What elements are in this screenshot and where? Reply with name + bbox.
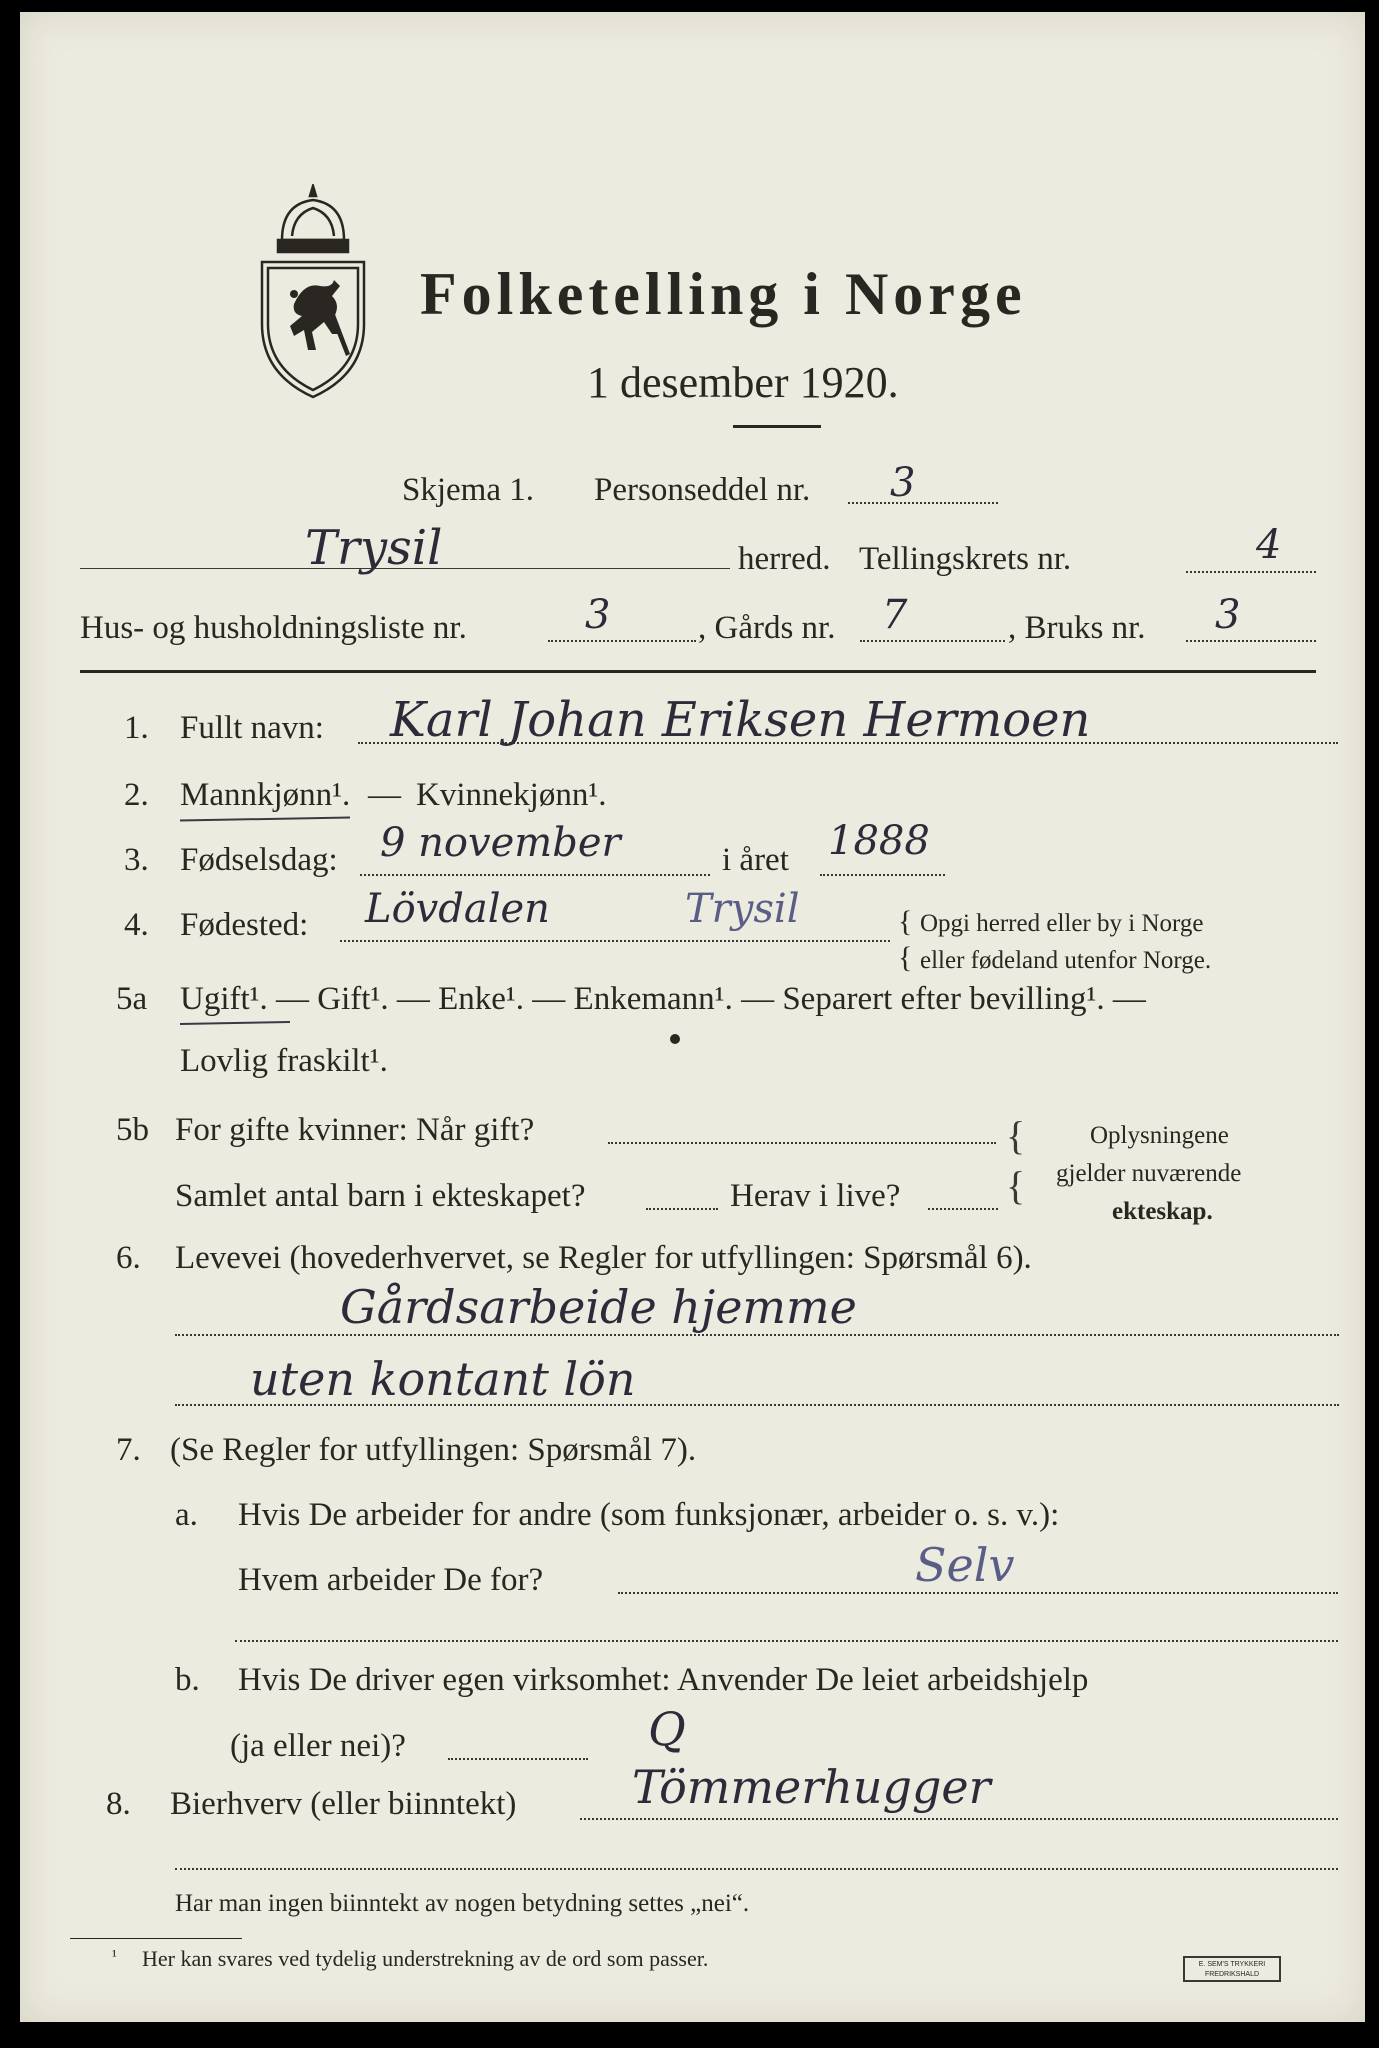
- footnote-text: Her kan svares ved tydelig understrekning av de ord som passer.: [142, 1946, 709, 1971]
- q5b-note-line3: ekteskap.: [1112, 1198, 1213, 1225]
- q5b-children-line: [646, 1208, 718, 1210]
- q6-number: 6.: [116, 1240, 141, 1276]
- footnote-mark: ¹: [112, 1948, 117, 1965]
- q5b-line2b: Herav i live?: [730, 1178, 901, 1214]
- tellingskrets-value[interactable]: 4: [1256, 522, 1282, 568]
- occupation-value-line1[interactable]: Gårdsarbeide hjemme: [340, 1280, 857, 1334]
- stamp-line1: E. SEM'S TRYKKERI: [1198, 1961, 1266, 1968]
- printer-stamp: [1183, 1956, 1281, 1982]
- q5a-number: 5a: [116, 981, 148, 1017]
- q8-number: 8.: [106, 1786, 131, 1822]
- birthplace-value[interactable]: Lövdalen: [365, 886, 550, 932]
- q5b-line2a: Samlet antal barn i ekteskapet?: [175, 1178, 586, 1214]
- stamp-line2: FREDRIKSHALD: [1204, 1971, 1260, 1978]
- ink-dot: [670, 1034, 680, 1044]
- q5b-note-line2: gjelder nuværende: [1056, 1160, 1242, 1187]
- personseddel-label: Personseddel nr.: [594, 472, 811, 508]
- side-income-value[interactable]: Tömmerhugger: [632, 1760, 991, 1814]
- q4-brace-lower: {: [898, 941, 913, 974]
- q3-label: Fødselsdag:: [180, 842, 338, 878]
- q4-number: 4.: [124, 907, 149, 943]
- gards-line: [860, 640, 1005, 642]
- q1-number: 1.: [124, 710, 149, 746]
- q2-number: 2.: [124, 777, 149, 813]
- q3-year-label: i året: [722, 842, 789, 878]
- q7-label: (Se Regler for utfyllingen: Spørsmål 7).: [170, 1432, 697, 1468]
- q6-line2: [175, 1404, 1339, 1406]
- q5b-brace-top: {: [1006, 1113, 1026, 1158]
- q7a-extra-line: [235, 1640, 1338, 1642]
- gender-female-option[interactable]: Kvinnekjønn¹.: [416, 777, 607, 813]
- bruks-label: , Bruks nr.: [1008, 610, 1146, 646]
- herred-label: herred.: [738, 541, 831, 577]
- form-date: 1 desember 1920.: [587, 358, 899, 407]
- q7a-line1: Hvis De arbeider for andre (som funksjonær, arbeider o. s. v.):: [238, 1497, 1060, 1533]
- header-rule: [80, 670, 1316, 673]
- hired-help-value[interactable]: Q: [648, 1702, 686, 1756]
- birthplace-herred-value[interactable]: Trysil: [685, 886, 800, 932]
- husholdningsliste-label: Hus- og husholdningsliste nr.: [80, 610, 467, 646]
- male-underline: [180, 817, 350, 822]
- q1-label: Fullt navn:: [180, 710, 324, 746]
- q5b-line1: For gifte kvinner: Når gift?: [175, 1112, 535, 1148]
- q5b-note-line1: Oplysningene: [1090, 1122, 1229, 1149]
- q4-note-line2: eller fødeland utenfor Norge.: [920, 947, 1212, 974]
- marital-status-options-line2[interactable]: Lovlig fraskilt¹.: [180, 1043, 388, 1079]
- birth-year-value[interactable]: 1888: [828, 818, 930, 864]
- q7-number: 7.: [116, 1432, 141, 1468]
- q7b-line1: Hvis De driver egen virksomhet: Anvender De leiet arbeidshjelp: [238, 1662, 1089, 1698]
- q5b-when-line: [608, 1142, 996, 1144]
- footer-note: Har man ingen biinntekt av nogen betydning settes „nei“.: [175, 1890, 750, 1917]
- gender-male-option[interactable]: Mannkjønn¹.: [180, 777, 351, 813]
- marital-status-options[interactable]: Ugift¹. — Gift¹. — Enke¹. — Enkemann¹. — Separert efter bevilling¹. —: [180, 981, 1146, 1017]
- q3-day-line: [360, 874, 710, 876]
- q7b-number: b.: [175, 1662, 200, 1698]
- q4-label: Fødested:: [180, 907, 309, 943]
- employer-value[interactable]: Selv: [915, 1538, 1015, 1592]
- gards-label: , Gårds nr.: [698, 610, 836, 646]
- skjema-label: Skjema 1.: [402, 472, 534, 508]
- tellingskrets-label: Tellingskrets nr.: [859, 541, 1072, 577]
- q3-year-line: [820, 874, 945, 876]
- full-name-value[interactable]: Karl Johan Eriksen Hermoen: [390, 692, 1091, 748]
- q8-extra-line: [175, 1868, 1338, 1870]
- ugift-underline: [180, 1021, 290, 1025]
- q4-note-line1: Opgi herred eller by i Norge: [920, 910, 1204, 937]
- q7a-line: [618, 1592, 1338, 1594]
- q5b-alive-line: [928, 1208, 998, 1210]
- husholdningsliste-line: [548, 640, 696, 642]
- tellingskrets-line: [1186, 571, 1316, 573]
- bruks-value[interactable]: 3: [1215, 592, 1241, 638]
- occupation-value-line2[interactable]: uten kontant lön: [250, 1352, 636, 1406]
- gender-separator: —: [368, 777, 401, 813]
- bruks-line: [1186, 640, 1316, 642]
- gards-value[interactable]: 7: [882, 592, 908, 638]
- herred-value[interactable]: Trysil: [305, 520, 443, 576]
- coat-of-arms-icon: [254, 184, 372, 399]
- q4-brace: {: [898, 905, 913, 938]
- q8-label: Bierhverv (eller biinntekt): [170, 1786, 517, 1822]
- census-form: [20, 12, 1365, 2022]
- q5b-brace-bottom: {: [1006, 1163, 1026, 1208]
- personseddel-line: [848, 502, 998, 504]
- form-title: Folketelling i Norge: [420, 261, 1027, 327]
- q7a-line2: Hvem arbeider De for?: [238, 1562, 544, 1598]
- q6-line1: [175, 1334, 1339, 1336]
- q7b-line: [448, 1758, 588, 1760]
- footnote-rule: [70, 1938, 242, 1939]
- q6-label: Levevei (hovederhvervet, se Regler for utfyllingen: Spørsmål 6).: [175, 1240, 1032, 1276]
- husholdningsliste-value[interactable]: 3: [585, 592, 611, 638]
- personseddel-value[interactable]: 3: [890, 460, 916, 506]
- q4-line: [340, 940, 890, 942]
- q5b-number: 5b: [116, 1112, 149, 1148]
- birthday-value[interactable]: 9 november: [380, 820, 621, 866]
- q3-number: 3.: [124, 842, 149, 878]
- q7b-line2: (ja eller nei)?: [230, 1728, 406, 1764]
- q7a-number: a.: [175, 1497, 198, 1533]
- title-divider: [733, 425, 821, 428]
- q8-line: [580, 1818, 1338, 1820]
